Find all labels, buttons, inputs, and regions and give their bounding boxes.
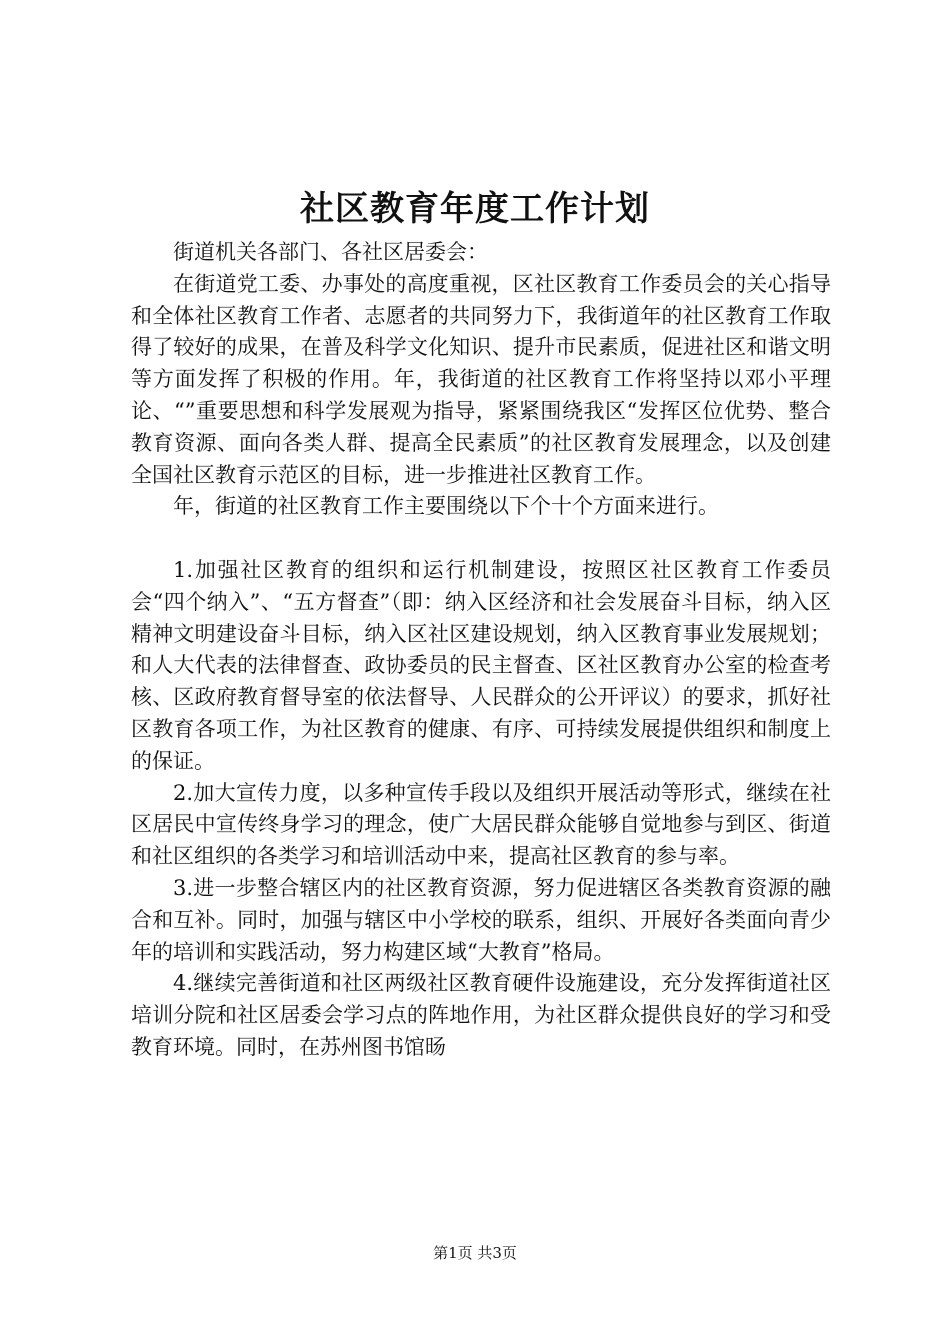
plan-item-2: 2.加大宣传力度，以多种宣传手段以及组织开展活动等形式，继续在社区居民中宣传终身学习的理念，使广大居民群众能够自觉地参与到区、街道和社区组织的各类学习和培训活动中来，提高社区教育的参与率。 [131, 780, 831, 869]
plan-item-1: 1.加强社区教育的组织和运行机制建设，按照区社区教育工作委员会“四个纳入”、“五方督查”（即：纳入区经济和社会发展奋斗目标，纳入区精神文明建设奋斗目标，纳入区社区建设规划，纳入区教育事业发展规划；和人大代表的法律督查、政协委员的民主督查、区社区教育办公室的检查考核、区政府教育督导室的依法督导、人民群众的公开评议）的要求，抓好社区教育各项工作，为社区教育的健康、有序、可持续发展提供组织和制度上的保证。 [131, 557, 831, 773]
salutation: 街道机关各部门、各社区居委会： [173, 240, 488, 264]
intro-paragraph: 在街道党工委、办事处的高度重视，区社区教育工作委员会的关心指导和全体社区教育工作者、志愿者的共同努力下，我街道年的社区教育工作取得了较好的成果，在普及科学文化知识、提升市民素质，促进社区和谐文明等方面发挥了积极的作用。年，我街道的社区教育工作将坚持以邓小平理论、“”重要思想和科学发展观为指导，紧紧围绕我区“发挥区位优势、整合教育资源、面向各类人群、提高全民素质”的社区教育发展理念，以及创建全国社区教育示范区的目标，进一步推进社区教育工作。 [131, 271, 831, 487]
document-title: 社区教育年度工作计划 [300, 189, 650, 229]
page-number: 第1页 共3页 [433, 1244, 517, 1262]
document-body [131, 237, 831, 1064]
plan-item-4: 4.继续完善街道和社区两级社区教育硬件设施建设，充分发挥街道社区培训分院和社区居委会学习点的阵地作用，为社区群众提供良好的学习和受教育环境。同时，在苏州图书馆旸 [131, 971, 831, 1059]
plan-item-3: 3.进一步整合辖区内的社区教育资源，努力促进辖区各类教育资源的融合和互补。同时，加强与辖区中小学校的联系，组织、开展好各类面向青少年的培训和实践活动，努力构建区域“大教育”格局。 [131, 875, 831, 964]
summary-paragraph: 年，街道的社区教育工作主要围绕以下个十个方面来进行。 [173, 494, 719, 519]
